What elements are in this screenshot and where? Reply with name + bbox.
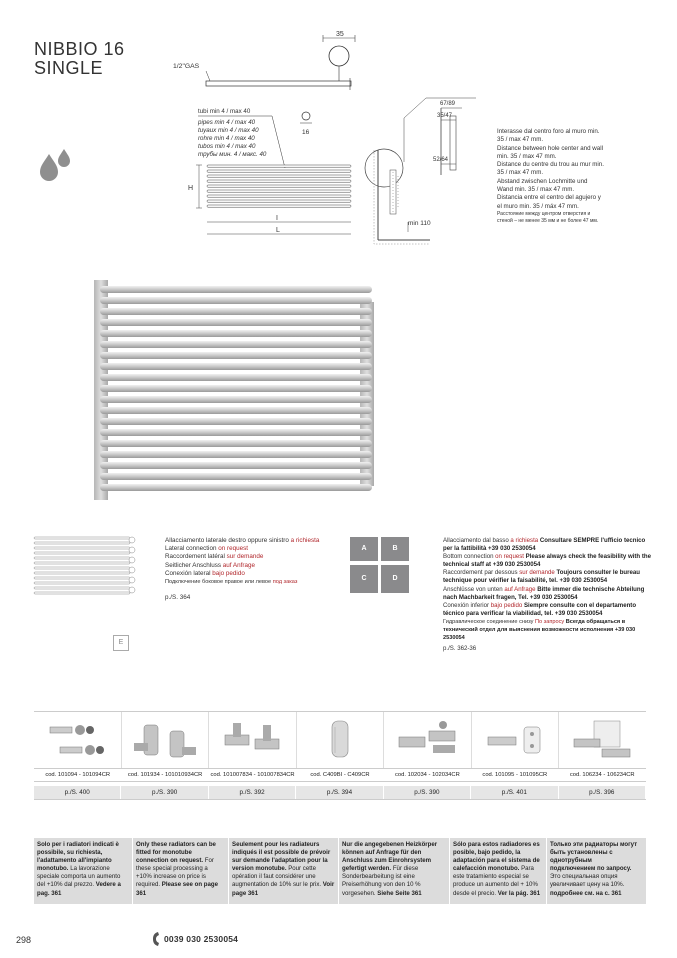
bottom-conn-fr [443,569,653,585]
monotube-it-bold: Solo per i radiatori indicati è possibile, su richiesta, l'adattamento all'impianto monotubo. [37,841,119,873]
bottom-conn-ru [443,618,653,642]
distance-note-en: Distance between hole center and wall min. 35 / max 47 mm. [497,144,603,160]
accessory-page-2: p./S. 390 [121,786,208,799]
bottom-conn-de-bold: Bitte immer die technische Abteilung nach Machbarkeit fragen, Tel. +39 030 2530054 [443,585,645,601]
product-title-line2: SINGLE [34,58,104,78]
accessory-image-4 [297,712,385,768]
side-conn-es-red: bajo pedido [212,569,245,577]
distance-note-it: Interasse dal centro foro al muro min. 35 / max 47 mm. [497,128,600,144]
bottom-conn-it-red: a richiesta [510,537,539,544]
connection-box-c: C [350,565,378,593]
dim-3547-label: 35/47 [437,113,453,119]
page-number: 298 [16,935,32,945]
side-conn-es-text: Conexión lateral [165,569,213,577]
accessory-image-3 [209,712,297,768]
monotube-fr-ref: Voir page 361 [232,881,335,897]
gas-label: 1/2"GAS [173,63,200,70]
tubes-line-3: rohre min 4 / max 40 [198,135,255,142]
accessory-page-1: p./S. 400 [34,786,121,799]
tubes-line-5: трубы мин. 4 / макс. 40 [198,151,267,158]
angle-valve-icon [130,717,200,763]
inlet-pipe [206,81,351,86]
bottom-conn-es-red: bajo pedido [490,601,523,609]
side-conn-de [165,562,345,570]
accessory-code-5: cod. 102034 - 102034CR [395,772,460,778]
monotube-es-bold: Sólo para estos radiadores es posible, bajo pedido, la adaptación para el sistema de calefacción monotubo. [453,841,540,873]
distance-note-es: Distancia entre el centro del agujero y el muro min. 35 / máx 47 mm. [497,194,601,210]
tubes-line-1: pipes min 4 / max 40 [198,119,256,126]
accessory-code-1: cod. 101094 - 101094CR [45,772,111,778]
monotube-ru-text: Это специальная опция увеличивает цену на 10%. [550,873,625,889]
bottom-conn-ru-text: Гидравлическое соединение снизу [443,618,535,625]
monotube-de-bold: Nur die angegebenen Heizkörper können auf Anfrage für den Anschluss zum Einrohrsystem gefertigt werden. [342,841,438,873]
bottom-conn-fr-bold: Toujours consulter le bureau technique pour vérifier la faisabilité, tel. +39 030 2530054 [443,569,641,585]
monotube-col-de [339,838,450,904]
accessory-image-6 [472,712,560,768]
side-conn-ru-red: под заказ [272,579,298,586]
side-conn-es [165,570,345,578]
bottom-conn-fr-red: sur demande [519,569,555,577]
radiator-front-schematic [207,165,351,207]
side-conn-it-text: Allacciamento laterale destro oppure sinistro [165,537,291,544]
wall-box-icon [568,717,638,763]
accessory-image-5 [384,712,472,768]
bottom-conn-it [443,537,653,553]
tube-section [302,112,310,120]
thermostatic-valve-icon [217,717,287,763]
accessory-code-7: cod. 106234 - 106234CR [569,772,635,778]
side-conn-ru-text: Подключение боковое правое или левое [165,579,273,586]
monotube-it-text: La lavorazione speciale comporta un aumento del +10% dal prezzo. [37,865,121,889]
side-conn-page: p./S. 364 [165,594,191,602]
monotube-fr-bold: Seulement pour les radiateurs indiqués il est possible de prévoir sur demande l'adaptation pour la version monotube. [232,841,331,873]
monotube-de-ref: Siehe Seite 361 [377,889,422,897]
distance-notes [497,128,605,225]
bottom-conn-es-bold: Siempre consulte con el departamento técnico para verificar la viabilidad, tel. +39 030 2530054 [443,601,637,617]
bottom-conn-ru-bold: Всегда обращаться в технический отдел для выяснения возможности исполнения +39 030 2530054 [443,618,636,642]
tubes-line-0: tubi min 4 / max 40 [198,108,251,115]
side-conn-ru [165,578,345,586]
distance-note-fr: Distance du centre du trou au mur min. 35 / max 47 mm. [497,161,604,177]
connection-box-a: A [350,537,378,561]
bottom-conn-ru-red: По запросу [534,618,565,625]
accessories-images-row [34,711,646,768]
tube-dim-label: 16 [302,129,310,136]
bottom-conn-de [443,586,653,602]
monotube-col-it [34,838,133,904]
h-label: H [188,185,194,192]
side-conn-it-red: a richiesta [290,537,320,544]
monotube-fr-text: Pour cette opération il faut considérer une augmentation de 10% sur le prix. [232,865,322,889]
accessory-code-4: cod. C409BI - C409CR [310,772,370,778]
monotube-es-text: Para este tratamiento especial se produce un aumento del + 10% desde el precio. [453,865,538,897]
accessory-code-6: cod. 101095 - 101095CR [482,772,548,778]
side-conn-it [165,537,345,545]
side-conn-fr-text: Raccordement latéral [165,553,227,561]
dim-6789-label: 67/89 [440,101,456,107]
accessory-page-3: p./S. 392 [209,786,296,799]
bottom-conn-es [443,602,653,618]
side-conn-fr [165,553,345,561]
thermostatic-head-icon [305,717,375,763]
phone-contact [152,931,238,947]
l-label: L [276,227,280,234]
i-label: I [276,215,278,222]
side-conn-fr-red: sur demande [226,553,264,561]
bottom-conn-de-red: auf Anfrage [504,585,536,593]
pipe-section-large [329,46,349,66]
accessory-page-6: p./S. 401 [471,786,558,799]
monotube-col-ru [547,838,641,904]
bottom-connection-text [443,537,653,653]
radiator-photo [92,280,382,502]
side-conn-de-text: Seitlicher Anschluss [165,561,223,569]
monotube-ru-bold: Только эти радиаторы могут быть установлены с однотрубным подключением по запросу. [550,841,638,873]
bottom-conn-it-bold: Consultare SEMPRE l'ufficio tecnico per la fattibilità +39 030 2530054 [443,537,646,553]
product-title-line1: NIBBIO 16 [34,39,125,59]
accessory-image-2 [122,712,210,768]
bottom-conn-page: p./S. 362-36 [443,645,477,653]
phone-number: 0039 030 2530054 [164,934,239,944]
tubes-line-2: tuyaux min 4 / max 40 [198,127,259,134]
monotube-col-fr [229,838,339,904]
bottom-conn-it-text: Allacciamento dal basso [443,537,511,544]
monotube-en-ref: Please see on page 361 [136,881,218,897]
connection-box-b: B [381,537,409,561]
distance-note-ru: Расстояние между центром отверстия и стеной – не менее 35 мм и не более 47 мм. [497,210,599,224]
distance-note-de: Abstand zwischen Lochmitte und Wand min. 35 / max 47 mm. [497,177,588,194]
pipe-covers-icon [480,717,550,763]
side-conn-en-text: Lateral connection [165,545,219,553]
bottom-conn-en [443,553,653,569]
dim-35-label: 35 [336,31,344,38]
accessories-pages-row [34,786,646,800]
side-conn-en [165,545,345,553]
accessory-code-3: cod. 101007834 - 101007834CR [210,772,295,778]
monotube-it-ref: Vedere a pag. 361 [37,881,121,897]
tubes-line-4: tubos min 4 / max 40 [198,143,256,150]
side-conn-en-red: on request [218,545,248,553]
accessory-page-5: p./S. 390 [384,786,471,799]
accessories-table [34,711,646,800]
bottom-conn-en-bold: Please always check the feasibility with the technical staff at +39 030 2530054 [443,553,651,569]
monotube-es-ref: Ver la pág. 361 [497,889,541,897]
bottom-conn-es-text: Conexión inferior [443,601,491,609]
connection-e-box: E [113,635,129,651]
radiator-tubes [100,286,372,491]
min110-label: min 110 [408,220,431,227]
bottom-conn-fr-text: Raccordement par dessous [443,569,520,577]
monotube-col-en [133,838,229,904]
valve-set-icon [393,717,463,763]
bottom-conn-en-text: Bottom connection [443,553,496,561]
monotube-en-bold: Only these radiators can be fitted for monotube connection on request. [136,841,216,865]
bottom-conn-en-red: on request [495,553,524,561]
phone-handset-icon [152,931,160,947]
monotube-ru-ref: подробнее см. на с. 361 [550,889,622,897]
accessory-image-1 [34,712,122,768]
monotube-info-band [34,838,646,904]
side-conn-de-red: auf Anfrage [222,561,255,569]
accessory-page-4: p./S. 394 [296,786,383,799]
side-connection-text [165,537,345,602]
accessory-code-2: cod. 101934 - 101010934CR [127,772,203,778]
monotube-col-es [450,838,547,904]
monotube-en-text: For these special processing a +10% increase on price is required. [136,857,214,889]
dim-5264-label: 52/64 [433,157,449,163]
accessory-image-7 [559,712,646,768]
valve-kit-icon [42,717,112,763]
accessories-codes-row [34,768,646,782]
bottom-conn-de-text: Anschlüsse von unten [443,585,505,593]
connection-box-d: D [381,565,409,593]
side-connection-schematic [32,535,142,601]
monotube-de-text: Für diese Sonderbearbeitung ist eine Preiserhöhung von den 10 % vorgesehen. [342,865,421,897]
accessory-page-7: p./S. 396 [559,786,646,799]
